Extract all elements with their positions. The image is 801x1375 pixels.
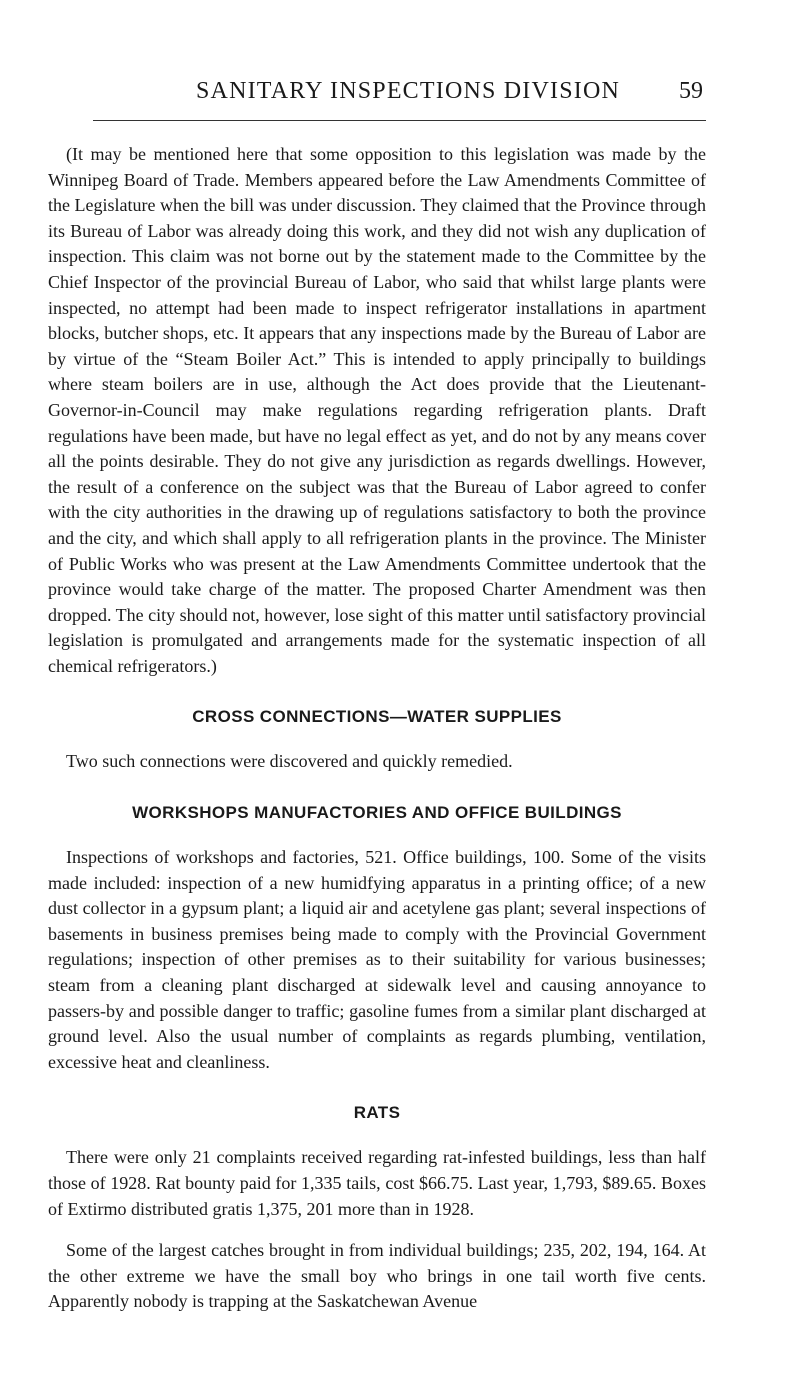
running-header [0, 76, 801, 116]
intro-paragraph: (It may be mentioned here that some opposition to this legislation was made by the Winnipeg Board of Trade. Members appeared before the Law Amendments Committee of the Legislature when the bill was under discussion. They claimed that the Province through its Bureau of Labor was already doing this work, and they did not wish any duplication of inspection. This claim was not borne out by the statement made to the Committee by the Chief Inspector of the provincial Bureau of Labor, who said that whilst large plants were inspected, no attempt had been made to inspect refrigerator installations in apartment blocks, butcher shops, etc. It appears that any inspections made by the Bureau of Labor are by virtue of the “Steam Boiler Act.” This is intended to apply principally to buildings where steam boilers are in use, although the Act does provide that the Lieutenant-Governor-in-Council may make regulations regarding refrigeration plants. Draft regulations have been made, but have no legal effect as yet, and do not by any means cover all the points desirable. They do not give any jurisdiction as regards dwellings. However, the result of a conference on the subject was that the Bureau of Labor agreed to confer with the city authorities in the drawing up of regulations satisfactory to both the province and the city, and which shall apply to all refrigeration plants in the province. The Minister of Public Works who was present at the Law Amendments Committee undertook that the province would take charge of the matter. The proposed Charter Amendment was then dropped. The city should not, however, lose sight of this matter until satisfactory provincial legislation is promulgated and arrangements made for the systematic inspection of all chemical refrigerators.) [48, 144, 706, 676]
section-heading-cross-connections: CROSS CONNECTIONS—WATER SUPPLIES [192, 707, 562, 727]
running-title: SANITARY INSPECTIONS DIVISION [196, 78, 621, 104]
cross-connections-paragraph: Two such connections were discovered and quickly remedied. [66, 751, 513, 772]
section-heading-rats: RATS [353, 1103, 401, 1123]
rats-paragraph-1: There were only 21 complaints received regarding rat-infested buildings, less than half those of 1928. Rat bounty paid for 1,335 tails, cost $66.75. Last year, 1,793, $89.65. Boxes of Extirmo distributed gratis 1,375, 201 more than in 1928. [48, 1147, 706, 1219]
header-rule [93, 120, 706, 121]
rats-paragraph-2: Some of the largest catches brought in from individual buildings; 235, 202, 194, 164. At the other extreme we have the small boy who brings in one tail worth five cents. Apparently nobody is trapping at the Saskatchewan Avenue [48, 1240, 706, 1312]
body-text [48, 142, 706, 1315]
workshops-paragraph: Inspections of workshops and factories, 521. Office buildings, 100. Some of the visits made included: inspection of a new humidfying apparatus in a printing office; of a new dust collector in a gypsum plant; a liquid air and acetylene gas plant; several inspections of basements in business premises being made to comply with the Provincial Government regulations; inspection of other premises as to their suitability for various businesses; steam from a cleaning plant discharged at sidewalk level and causing annoyance to passers-by and possible danger to traffic; gasoline fumes from a similar plant discharged at ground level. Also the usual number of complaints as regards plumbing, ventilation, excessive heat and cleanliness. [48, 847, 706, 1072]
page-number: 59 [679, 78, 703, 104]
section-heading-workshops: WORKSHOPS MANUFACTORIES AND OFFICE BUILDINGS [132, 803, 622, 823]
